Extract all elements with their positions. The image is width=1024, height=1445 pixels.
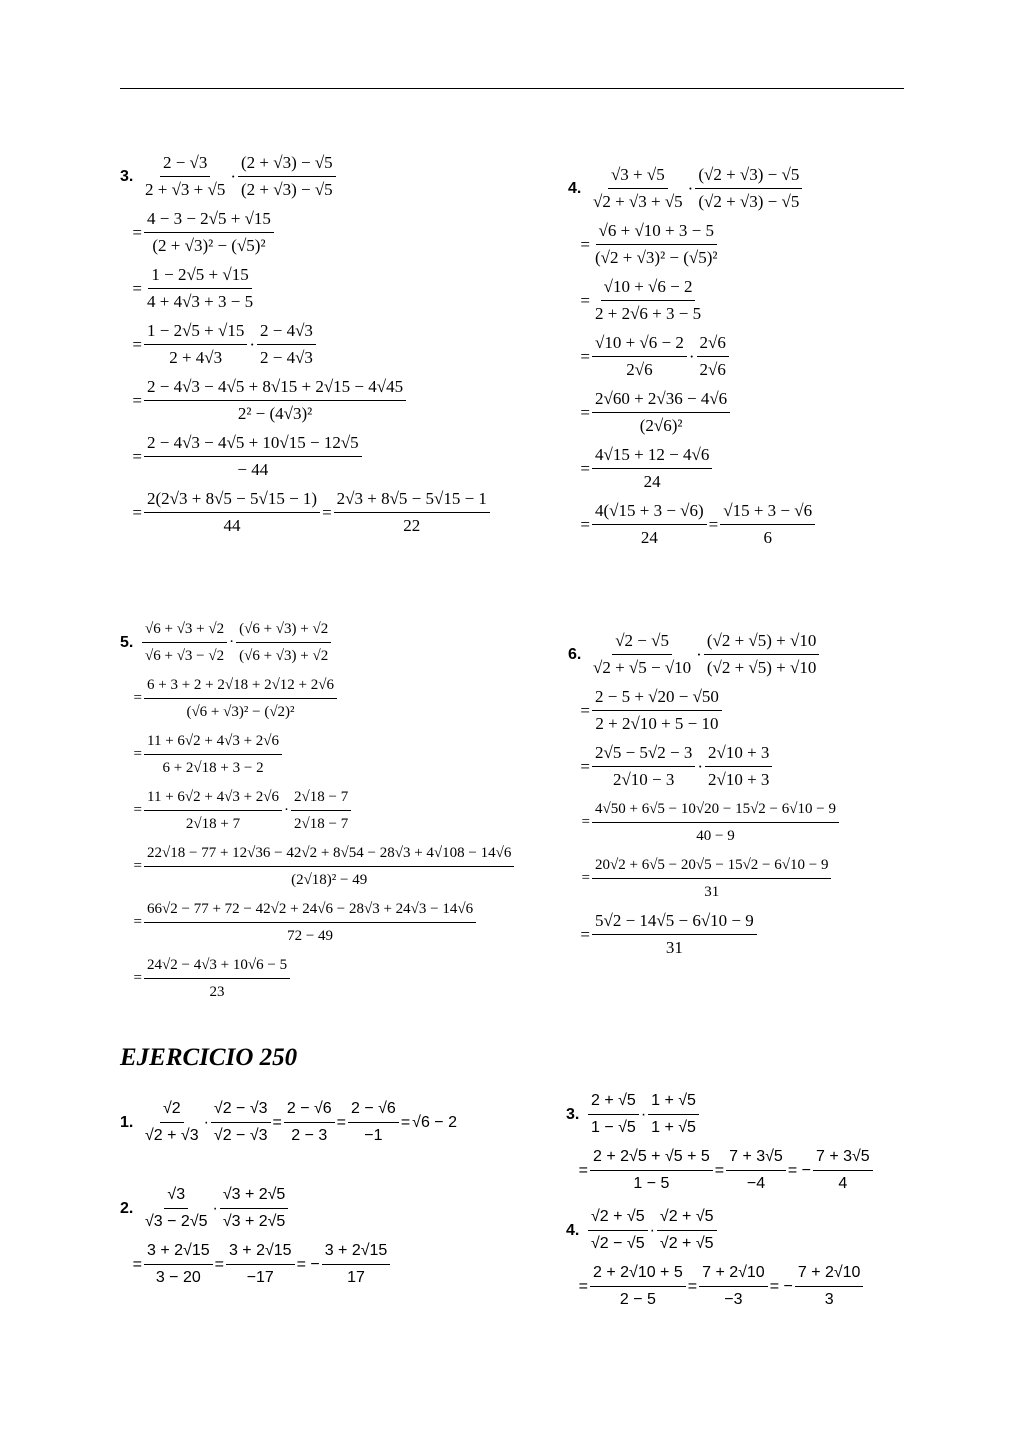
fraction	[720, 500, 815, 549]
fraction	[699, 1262, 768, 1311]
problem-number: 4.	[566, 1221, 580, 1239]
numerator: 7 + 3√5	[726, 1146, 786, 1171]
fraction	[590, 630, 694, 679]
numerator: √3 + 2√5	[220, 1184, 289, 1209]
numerator: √2 − √3	[211, 1098, 271, 1123]
fraction	[144, 320, 247, 369]
exercise-250-2	[120, 1184, 390, 1296]
problem-number: 1.	[120, 1113, 134, 1131]
step: = $\frac{2(2√3 + 8√5 - 5√15 - 1)}{44}$ = $\frac{2√3 + 8√5 - 5√15 - 1}{22}$	[132, 488, 490, 537]
denominator: 2 − 3	[291, 1127, 328, 1144]
numerator: 1 + √5	[648, 1090, 699, 1115]
denominator: 6	[763, 528, 772, 547]
numerator: 2 + √5	[588, 1090, 639, 1115]
denominator: (√6 + √3)² − (√2)²	[186, 704, 295, 720]
step: = $\frac{11 + 6√2 + 4√3 + 2√6}{6 + 2√18 + 3 - 2}$	[132, 730, 514, 779]
problem-number: 2.	[120, 1199, 134, 1217]
fraction	[142, 1184, 211, 1233]
fraction	[592, 742, 695, 791]
numerator: 3 + 2√15	[322, 1240, 391, 1265]
denominator: 2√10 − 3	[612, 770, 675, 789]
fraction	[144, 898, 476, 947]
step: 4. $\frac{√3 + √5}{√2 + √3 + √5}$ · $\frac{(√2 + √3) - √5}{(√2 + √3) - √5}$	[568, 164, 815, 213]
step: 6. $\frac{√2 - √5}{√2 + √5 - √10}$ · $\frac{(√2 + √5) + √10}{(√2 + √5) + √10}$	[568, 630, 839, 679]
denominator: 1 − √5	[591, 1119, 636, 1136]
step: 5. $\frac{√6 + √3 + √2}{√6 + √3 - √2}$ · $\frac{(√6 + √3) + √2}{(√6 + √3) + √2}$	[120, 618, 514, 667]
denominator: 2 + 4√3	[169, 348, 223, 367]
fraction	[592, 444, 712, 493]
numerator: 20√2 + 6√5 − 20√5 − 15√2 − 6√10 − 9	[592, 854, 831, 879]
fraction	[795, 1262, 864, 1311]
denominator: 24	[643, 472, 661, 491]
step: = $\frac{1 - 2√5 + √15}{2 + 4√3}$ · $\frac{2 - 4√3}{2 - 4√3}$	[132, 320, 490, 369]
fraction	[657, 1206, 717, 1255]
numerator: 6 + 3 + 2 + 2√18 + 2√12 + 2√6	[144, 674, 337, 699]
step: = $\frac{2 + 2√10 + 5}{2 - 5}$ = $\frac{7 + 2√10}{-3}$ = − $\frac{7 + 2√10}{3}$	[578, 1262, 863, 1311]
numerator: 7 + 3√5	[813, 1146, 873, 1171]
denominator: 22	[403, 516, 421, 535]
numerator: 2 − √6	[284, 1098, 335, 1123]
numerator: 2 − 4√3 − 4√5 + 8√15 + 2√15 − 4√45	[144, 376, 406, 401]
denominator: 72 − 49	[287, 928, 334, 944]
denominator: 3 − 20	[155, 1269, 201, 1286]
numerator: 3 + 2√15	[144, 1240, 213, 1265]
exercise-250-4	[566, 1206, 863, 1318]
denominator: √6 + √3 − √2	[145, 648, 225, 664]
fraction	[144, 1240, 213, 1289]
denominator: 44	[223, 516, 241, 535]
numerator: 1 − 2√5 + √15	[144, 320, 247, 345]
denominator: (√2 + √5) + √10	[706, 658, 817, 677]
denominator: 1 + √5	[651, 1119, 696, 1136]
numerator: 2√3 + 8√5 − 5√15 − 1	[334, 488, 490, 513]
problem-number: 3.	[566, 1105, 580, 1123]
numerator: 7 + 2√10	[699, 1262, 768, 1287]
step: = $\frac{24√2 - 4√3 + 10√6 - 5}{23}$	[132, 954, 514, 1003]
problem-6	[568, 630, 839, 966]
denominator: − 44	[237, 460, 269, 479]
fraction	[590, 164, 686, 213]
denominator: 24	[640, 528, 658, 547]
denominator: 40 − 9	[696, 828, 735, 844]
denominator: 2 − 4√3	[260, 348, 313, 367]
denominator: (2√6)²	[639, 416, 683, 435]
problem-number: 3.	[120, 167, 134, 185]
step: = $\frac{√10 + √6 - 2}{2√6}$ · $\frac{2√6}{2√6}$	[580, 332, 815, 381]
denominator: √3 + 2√5	[222, 1213, 286, 1230]
step: = $\frac{2 - 4√3 - 4√5 + 10√15 - 12√5}{- 44}$	[132, 432, 490, 481]
fraction	[695, 164, 802, 213]
numerator: 2(2√3 + 8√5 − 5√15 − 1)	[144, 488, 320, 513]
denominator: (2 + √3) − √5	[241, 180, 333, 199]
fraction	[648, 1090, 699, 1139]
fraction	[220, 1184, 289, 1233]
denominator: −17	[246, 1269, 274, 1286]
denominator: 17	[347, 1269, 365, 1286]
step: = $\frac{4√15 + 12 - 4√6}{24}$	[580, 444, 815, 493]
numerator: √10 + √6 − 2	[592, 332, 687, 357]
numerator: √2	[160, 1098, 184, 1123]
denominator: √2 + √5 − √10	[593, 658, 692, 677]
denominator: 31	[704, 884, 720, 900]
problem-number: 4.	[568, 179, 582, 197]
numerator: 2 − 4√3 − 4√5 + 10√15 − 12√5	[144, 432, 362, 457]
fraction	[590, 1146, 713, 1195]
numerator: (√2 + √5) + √10	[704, 630, 820, 655]
step: = $\frac{20√2 + 6√5 - 20√5 - 15√2 - 6√10 - 9}{31}$	[580, 854, 839, 903]
step: = $\frac{6 + 3 + 2 + 2√18 + 2√12 + 2√6}{\text{(√6 + √3)² − (√2)²}}$	[132, 674, 514, 723]
fraction	[592, 220, 721, 269]
fraction	[238, 152, 336, 201]
denominator: 2 − 5	[619, 1291, 656, 1308]
step: = $\frac{√10 + √6 - 2}{2 + 2√6 + 3 - 5}$	[580, 276, 815, 325]
fraction	[291, 786, 351, 835]
fraction	[144, 842, 514, 891]
step: 4. $\frac{√2 + √5}{√2 - √5}$ · $\frac{√2 + √5}{√2 + √5}$	[566, 1206, 863, 1255]
exercise-250-1	[120, 1098, 457, 1154]
problem-3	[120, 152, 490, 544]
step: = $\frac{22√18 - 77 + 12√36 - 42√2 + 8√54 - 28√3 + 4√108 - 14√6}{\text{(2√18)² − 49}}$	[132, 842, 514, 891]
denominator: 3	[824, 1291, 834, 1308]
step: 3. $\frac{2 - √3}{2 + √3 + √5}$ · $\frac{(2 + √3) - √5}{(2 + √3) - √5}$	[120, 152, 490, 201]
denominator: 2√10 + 3	[708, 770, 770, 789]
numerator: 4√50 + 6√5 − 10√20 − 15√2 − 6√10 − 9	[592, 798, 839, 823]
numerator: 2 − √3	[160, 152, 210, 177]
header-rule	[120, 88, 904, 89]
denominator: √2 − √3	[213, 1127, 268, 1144]
fraction	[592, 854, 831, 903]
fraction	[705, 742, 772, 791]
fraction	[144, 730, 282, 779]
numerator: √2 + √5	[588, 1206, 648, 1231]
fraction	[588, 1090, 639, 1139]
fraction	[334, 488, 490, 537]
denominator: √2 + √5	[659, 1235, 714, 1252]
step: = $\frac{4 - 3 - 2√5 + √15}{\text{(2 + √3)² − (√5)²}}$	[132, 208, 490, 257]
fraction	[211, 1098, 271, 1147]
fraction	[257, 320, 316, 369]
step: = $\frac{3 + 2√15}{3 - 20}$ = $\frac{3 + 2√15}{-17}$ = − $\frac{3 + 2√15}{17}$	[132, 1240, 390, 1289]
fraction	[144, 786, 282, 835]
fraction	[704, 630, 820, 679]
numerator: √2 − √5	[612, 630, 672, 655]
numerator: 2√60 + 2√36 − 4√6	[592, 388, 730, 413]
denominator: 2√6	[626, 360, 653, 379]
denominator: 4	[838, 1175, 848, 1192]
step: = $\frac{4(√15 + 3 - √6)}{24}$ = $\frac{√15 + 3 - √6}{6}$	[580, 500, 815, 549]
denominator: (√2 + √3) − √5	[698, 192, 800, 211]
denominator: √2 − √5	[591, 1235, 645, 1252]
fraction	[226, 1240, 295, 1289]
numerator: 3 + 2√15	[226, 1240, 295, 1265]
fraction	[144, 264, 256, 313]
numerator: √15 + 3 − √6	[720, 500, 815, 525]
numerator: (√6 + √3) + √2	[236, 618, 331, 643]
denominator: 2√18 − 7	[294, 816, 349, 832]
fraction	[144, 376, 406, 425]
numerator: 2√5 − 5√2 − 3	[592, 742, 695, 767]
denominator: √2 + √3 + √5	[593, 192, 683, 211]
numerator: 4(√15 + 3 − √6)	[592, 500, 707, 525]
denominator: √3 − 2√5	[145, 1213, 208, 1230]
fraction	[144, 674, 337, 723]
fraction	[348, 1098, 399, 1147]
step: = $\frac{66√2 - 77 + 72 - 42√2 + 24√6 - 28√3 + 24√3 - 14√6}{72 - 49}$	[132, 898, 514, 947]
fraction	[813, 1146, 873, 1195]
numerator: 4√15 + 12 − 4√6	[592, 444, 712, 469]
exercise-250-3	[566, 1090, 873, 1202]
numerator: √3 + √5	[608, 164, 668, 189]
numerator: (√2 + √3) − √5	[695, 164, 802, 189]
numerator: 11 + 6√2 + 4√3 + 2√6	[144, 786, 282, 811]
problem-number: 5.	[120, 633, 134, 651]
fraction	[697, 332, 729, 381]
step: = $\frac{2√60 + 2√36 - 4√6}{\text{(2√6)²}}$	[580, 388, 815, 437]
denominator: 2 + 2√6 + 3 − 5	[595, 304, 702, 323]
step: 3. $\frac{2 + √5}{1 - √5}$ · $\frac{1 + √5}{1 + √5}$	[566, 1090, 873, 1139]
step: = $\frac{2 - 5 + √20 - √50}{2 + 2√10 + 5 - 10}$	[580, 686, 839, 735]
numerator: 2√6	[697, 332, 729, 357]
step: = $\frac{√6 + √10 + 3 - 5}{\text{(√2 + √3)² − (√5)²}}$	[580, 220, 815, 269]
fraction	[592, 686, 722, 735]
numerator: 2√10 + 3	[705, 742, 772, 767]
denominator: 1 − 5	[633, 1175, 670, 1192]
numerator: 66√2 − 77 + 72 − 42√2 + 24√6 − 28√3 + 24√3 − 14√6	[144, 898, 476, 923]
problem-number: 6.	[568, 645, 582, 663]
numerator: 2 + 2√10 + 5	[590, 1262, 686, 1287]
step: = $\frac{2√5 - 5√2 - 3}{2√10 - 3}$ · $\frac{2√10 + 3}{2√10 + 3}$	[580, 742, 839, 791]
step: = $\frac{2 - 4√3 - 4√5 + 8√15 + 2√15 - 4√45}{\text{2² − (4√3)²}}$	[132, 376, 490, 425]
numerator: 22√18 − 77 + 12√36 − 42√2 + 8√54 − 28√3 + 4√108 − 14√6	[144, 842, 514, 867]
numerator: √6 + √3 + √2	[142, 618, 227, 643]
problem-4	[568, 164, 815, 556]
numerator: √3	[164, 1184, 188, 1209]
denominator: 2 + 2√10 + 5 − 10	[595, 714, 719, 733]
fraction	[592, 910, 757, 959]
fraction	[144, 208, 274, 257]
numerator: (2 + √3) − √5	[238, 152, 336, 177]
fraction	[144, 432, 362, 481]
fraction	[236, 618, 331, 667]
numerator: √6 + √10 + 3 − 5	[596, 220, 717, 245]
fraction	[592, 500, 707, 549]
fraction	[592, 798, 839, 847]
step: = $\frac{2 + 2√5 + √5 + 5}{1 - 5}$ = $\frac{7 + 3√5}{-4}$ = − $\frac{7 + 3√5}{4}$	[578, 1146, 873, 1195]
denominator: √2 + √3	[145, 1127, 199, 1144]
numerator: √10 + √6 − 2	[601, 276, 696, 301]
denominator: (√2 + √3)² − (√5)²	[595, 248, 718, 267]
denominator: −4	[746, 1175, 766, 1192]
section-heading: EJERCICIO 250	[120, 1044, 298, 1071]
denominator: −3	[724, 1291, 743, 1308]
step: = $\frac{1 - 2√5 + √15}{4 + 4√3 + 3 - 5}$	[132, 264, 490, 313]
numerator: 11 + 6√2 + 4√3 + 2√6	[144, 730, 282, 755]
fraction	[592, 388, 730, 437]
fraction	[144, 488, 320, 537]
numerator: 24√2 − 4√3 + 10√6 − 5	[144, 954, 290, 979]
denominator: 2√18 + 7	[185, 816, 241, 832]
numerator: 7 + 2√10	[795, 1262, 864, 1287]
step: = $\frac{11 + 6√2 + 4√3 + 2√6}{2√18 + 7}$ · $\frac{2√18 - 7}{2√18 - 7}$	[132, 786, 514, 835]
numerator: 1 − 2√5 + √15	[148, 264, 251, 289]
step: = $\frac{4√50 + 6√5 - 10√20 - 15√2 - 6√10 - 9}{40 - 9}$	[580, 798, 839, 847]
fraction	[590, 1262, 686, 1311]
numerator: 2 − √6	[348, 1098, 399, 1123]
fraction	[726, 1146, 786, 1195]
denominator: 4 + 4√3 + 3 − 5	[147, 292, 254, 311]
problem-5	[120, 618, 514, 1010]
step: 2. $\frac{√3}{√3 - 2√5}$ · $\frac{√3 + 2√5}{√3 + 2√5}$	[120, 1184, 390, 1233]
numerator: 2 − 4√3	[257, 320, 316, 345]
denominator: 2 + √3 + √5	[145, 180, 226, 199]
denominator: −1	[364, 1127, 383, 1144]
denominator: (√6 + √3) + √2	[239, 648, 329, 664]
result: √6 − 2	[412, 1113, 457, 1131]
numerator: 4 − 3 − 2√5 + √15	[144, 208, 274, 233]
fraction	[322, 1240, 391, 1289]
fraction	[588, 1206, 648, 1255]
fraction	[592, 276, 704, 325]
denominator: 2² − (4√3)²	[237, 404, 313, 423]
step: = $\frac{5√2 - 14√5 - 6√10 - 9}{31}$	[580, 910, 839, 959]
fraction	[142, 152, 228, 201]
fraction	[284, 1098, 335, 1147]
numerator: 2 + 2√5 + √5 + 5	[590, 1146, 713, 1171]
numerator: 5√2 − 14√5 − 6√10 − 9	[592, 910, 757, 935]
denominator: 6 + 2√18 + 3 − 2	[162, 760, 264, 776]
step: 1. $\frac{√2}{√2 + √3}$ · $\frac{√2 - √3}{√2 - √3}$ = $\frac{2 - √6}{2 - 3}$ = $\frac{2 - √6}{-1}$ = √6 − 2	[120, 1098, 457, 1147]
numerator: 2√18 − 7	[291, 786, 351, 811]
fraction	[592, 332, 687, 381]
fraction	[142, 618, 227, 667]
fraction	[142, 1098, 202, 1147]
fraction	[144, 954, 290, 1003]
denominator: 23	[209, 984, 225, 1000]
denominator: (2√18)² − 49	[291, 872, 368, 888]
denominator: 31	[665, 938, 683, 957]
denominator: (2 + √3)² − (√5)²	[152, 236, 266, 255]
denominator: 2√6	[699, 360, 726, 379]
numerator: 2 − 5 + √20 − √50	[592, 686, 722, 711]
numerator: √2 + √5	[657, 1206, 717, 1231]
